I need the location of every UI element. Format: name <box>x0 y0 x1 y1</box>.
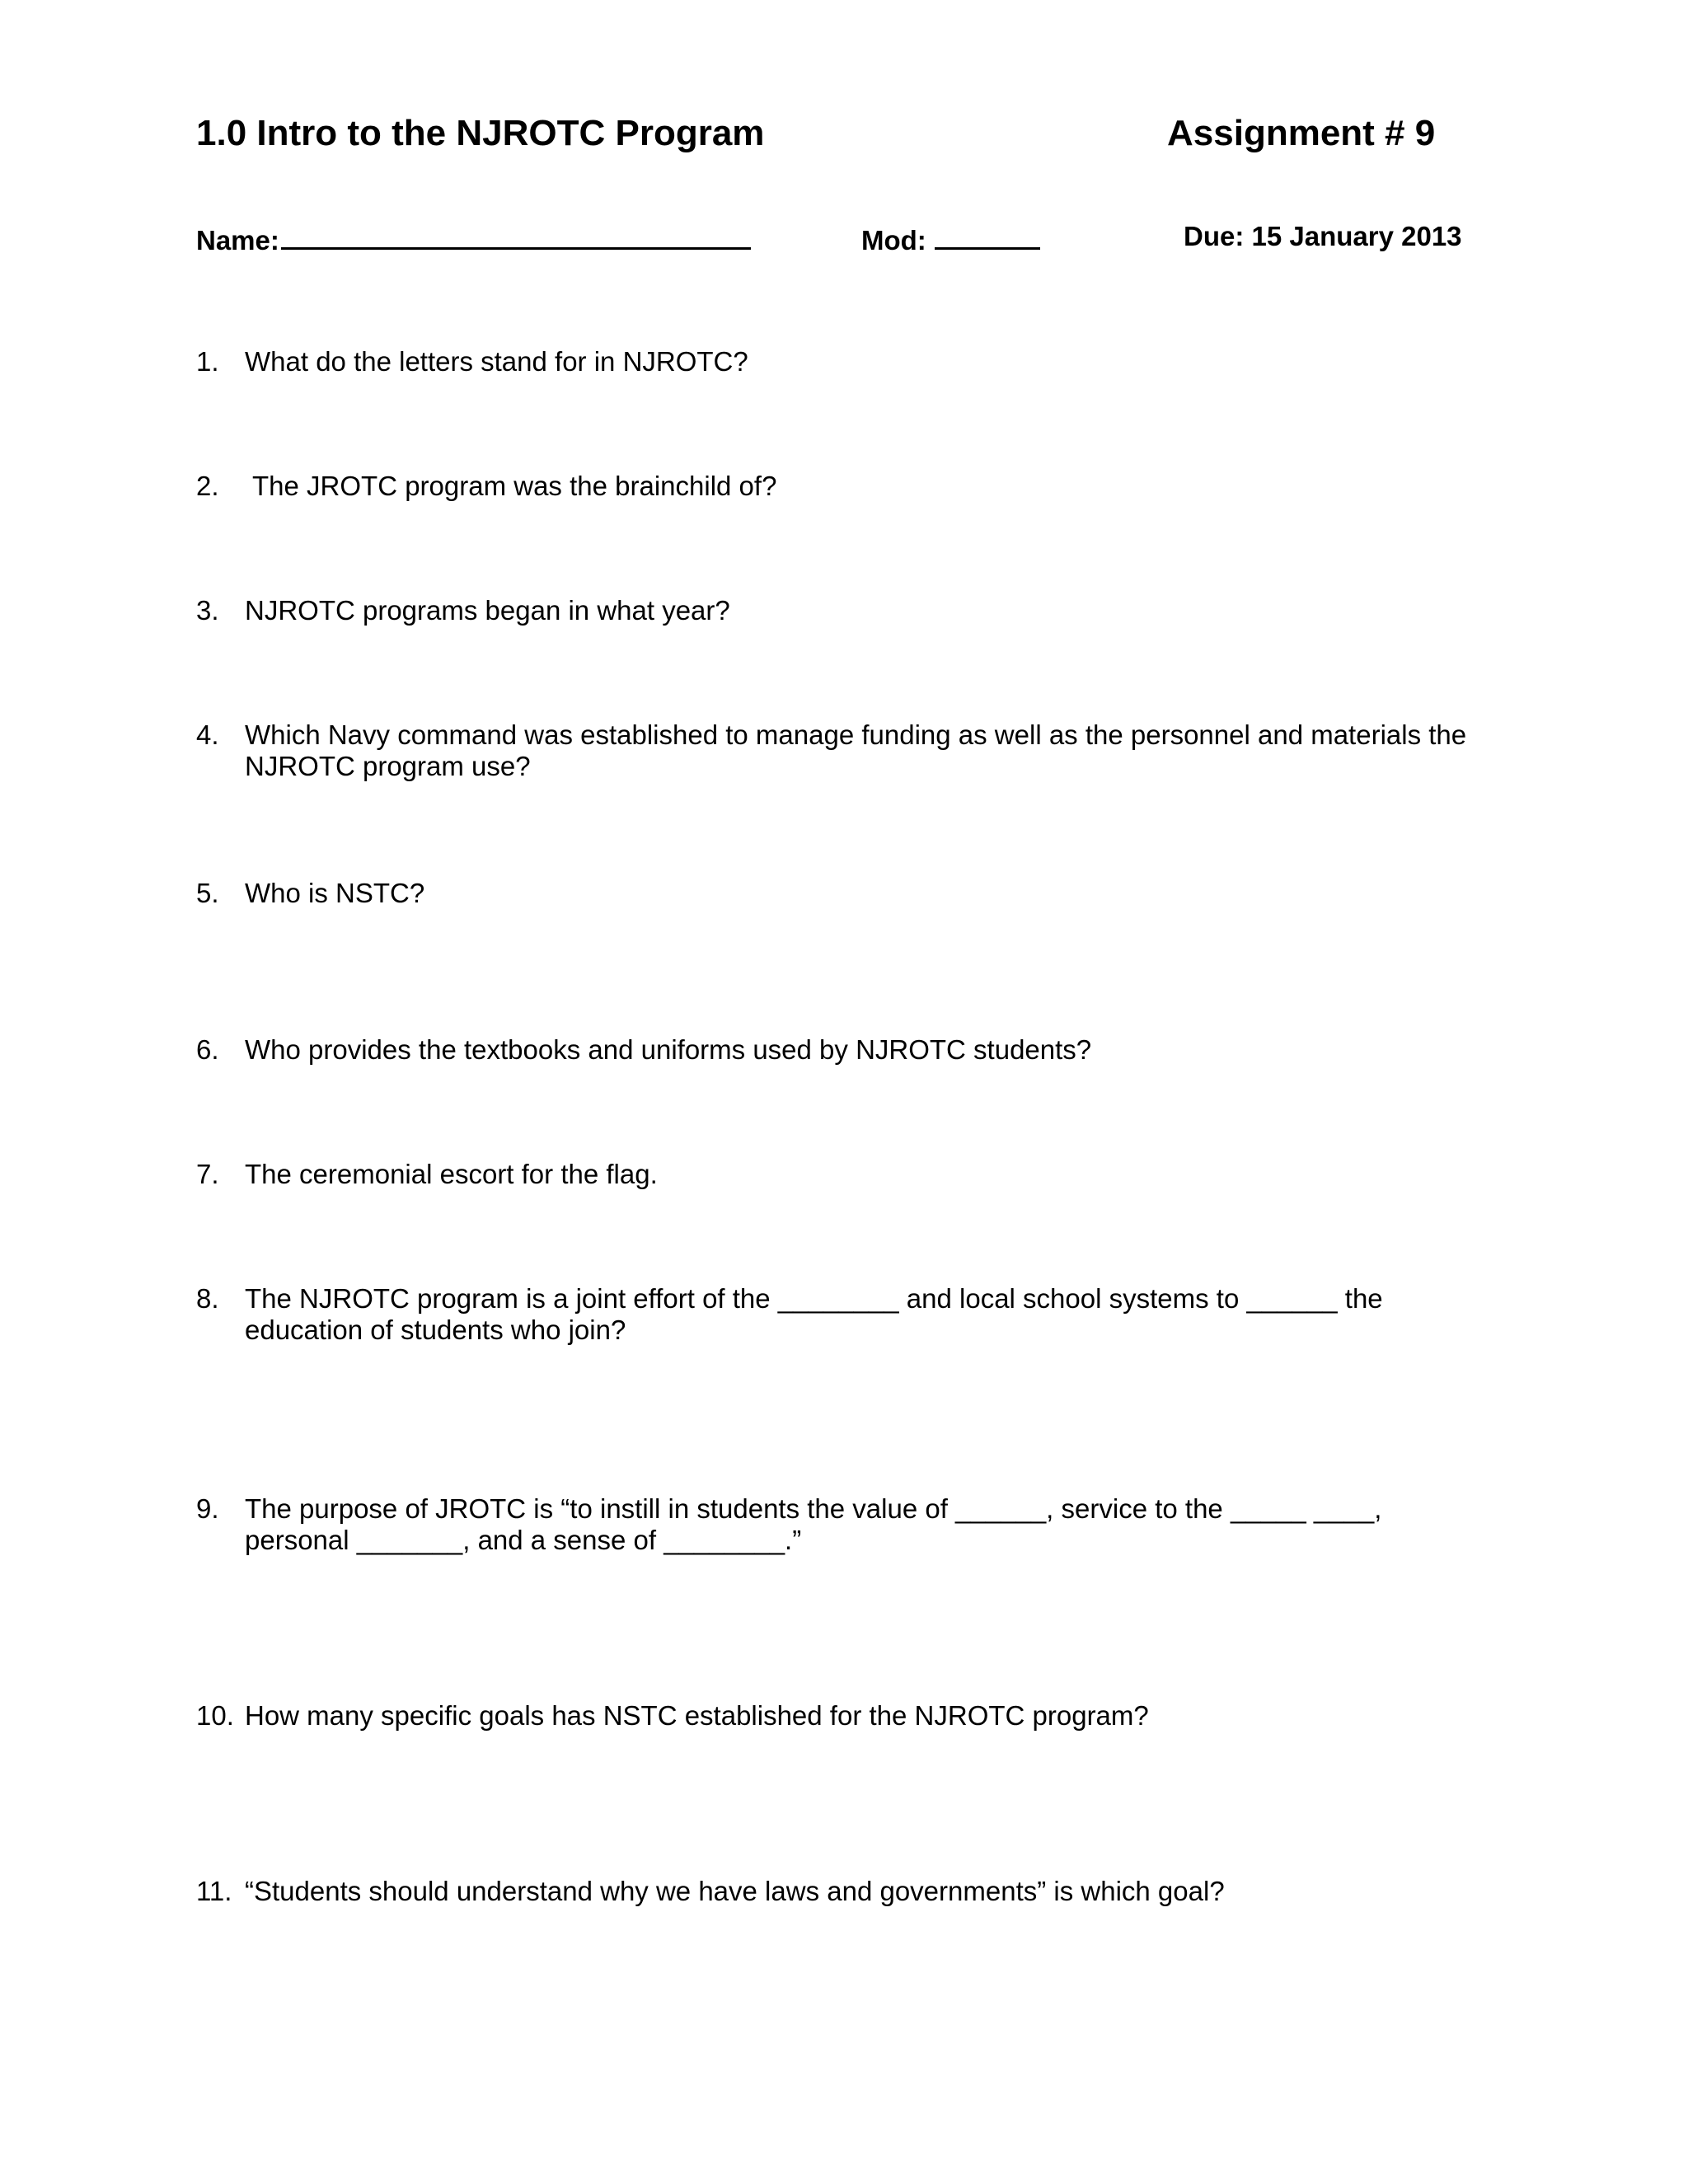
due-date: Due: 15 January 2013 <box>1184 221 1462 251</box>
mod-label: Mod: <box>861 225 926 255</box>
name-field <box>196 223 751 254</box>
question-text: The ceremonial escort for the flag. <box>245 1159 658 1189</box>
question-2 <box>196 471 1482 502</box>
question-8 <box>196 1283 1482 1346</box>
worksheet-title: 1.0 Intro to the NJROTC Program <box>196 113 765 153</box>
question-11 <box>196 1876 1482 1907</box>
mod-field <box>861 223 1040 254</box>
question-text: The JROTC program was the brainchild of? <box>252 471 777 501</box>
question-3 <box>196 595 1482 626</box>
question-text: What do the letters stand for in NJROTC? <box>245 346 748 377</box>
question-text: The purpose of JROTC is “to instill in students the value of ______, service to the _____ ____, personal _______, and a sense of ________.” <box>245 1493 1382 1555</box>
question-text: Which Navy command was established to manage funding as well as the personnel and materials the NJROTC program use? <box>245 719 1467 781</box>
name-blank <box>281 223 751 250</box>
question-number: 4. <box>196 719 219 750</box>
question-number: 8. <box>196 1283 219 1314</box>
question-number: 1. <box>196 346 219 377</box>
question-9 <box>196 1493 1482 1556</box>
question-text: The NJROTC program is a joint effort of the ________ and local school systems to ______ the education of students who join? <box>245 1283 1383 1345</box>
question-4 <box>196 719 1482 782</box>
name-label: Name: <box>196 225 279 255</box>
assignment-number: Assignment # 9 <box>1167 113 1436 153</box>
question-number: 7. <box>196 1159 219 1189</box>
question-10 <box>196 1700 1482 1732</box>
question-text: “Students should understand why we have laws and governments” is which goal? <box>245 1876 1225 1906</box>
question-number: 5. <box>196 878 219 908</box>
question-text: How many specific goals has NSTC established for the NJROTC program? <box>245 1700 1149 1731</box>
mod-blank <box>935 223 1040 250</box>
question-number: 6. <box>196 1034 219 1065</box>
question-number: 9. <box>196 1493 219 1524</box>
question-1 <box>196 346 1482 377</box>
question-number: 11. <box>196 1876 232 1906</box>
question-number: 2. <box>196 471 219 501</box>
question-6 <box>196 1034 1482 1066</box>
question-text: Who is NSTC? <box>245 878 425 908</box>
question-text: Who provides the textbooks and uniforms used by NJROTC students? <box>245 1034 1092 1065</box>
question-text: NJROTC programs began in what year? <box>245 595 730 626</box>
question-number: 10. <box>196 1700 234 1731</box>
question-7 <box>196 1159 1482 1190</box>
question-number: 3. <box>196 595 219 626</box>
question-5 <box>196 878 1482 909</box>
